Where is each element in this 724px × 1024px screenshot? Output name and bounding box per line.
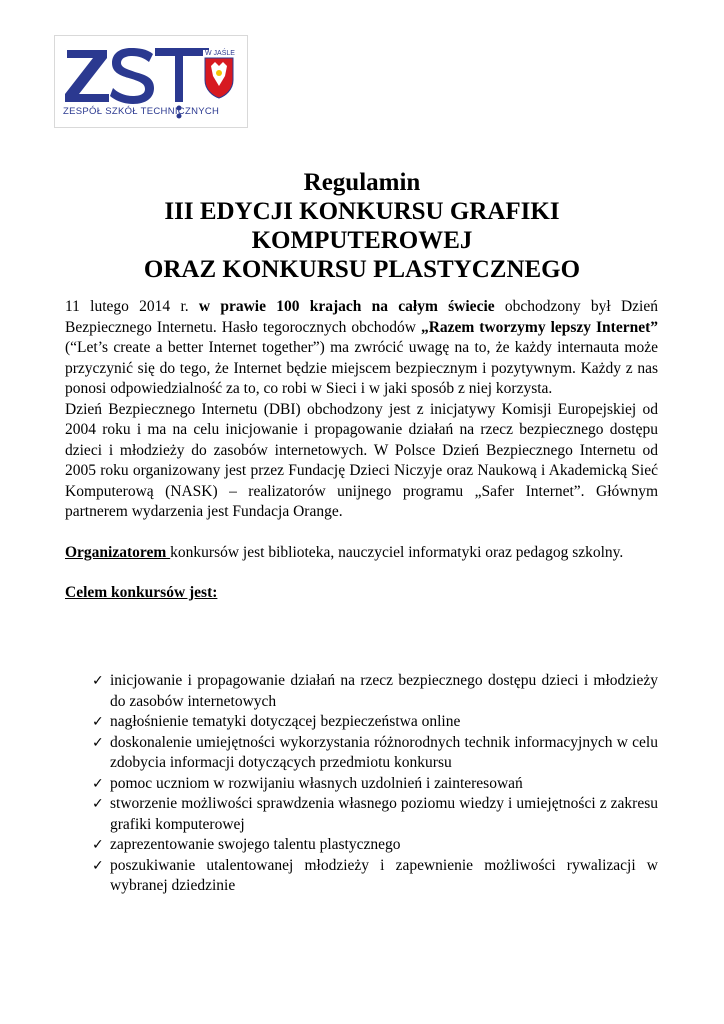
- logo-subtitle-text: ZESPÓŁ SZKÓŁ TECHNICZNYCH: [63, 106, 220, 117]
- list-item: ✓ stworzenie możliwości sprawdzenia własnego poziomu wiedzy i umiejętności z zakresu grafiki komputerowej: [92, 795, 658, 833]
- document-title: [0, 168, 724, 284]
- checkmark-icon: ✓: [92, 714, 104, 730]
- checkmark-icon: ✓: [92, 796, 104, 812]
- title-line-3: KOMPUTEROWEJ: [251, 227, 473, 254]
- list-item: ✓ inicjowanie i propagowanie działań na rzecz bezpiecznego dostępu dzieci i młodzieży do zasobów internetowych: [92, 672, 658, 710]
- list-item: ✓ doskonalenie umiejętności wykorzystania różnorodnych technik informacyjnych w celu zdobycia informacji dotyczących przedmiotu konkursu: [92, 733, 658, 771]
- intro-p1-slogan: „Razem tworzymy lepszy Internet”: [420, 318, 659, 336]
- intro-p1-c: obchodzony był Dzień Bezpiecznego Internetu. Hasło tegorocznych obchodów: [65, 298, 658, 336]
- list-item: ✓ zaprezentowanie swojego talentu plastycznego: [92, 835, 658, 856]
- goals-heading: Celem konkursów jest:: [65, 584, 218, 601]
- organizer-text: konkursów jest biblioteka, nauczyciel informatyki oraz pedagog szkolny.: [170, 543, 624, 561]
- intro-paragraph-1: [65, 297, 658, 400]
- intro-paragraph-2: Dzień Bezpiecznego Internetu (DBI) obchodzony jest z inicjatywy Komisji Europejskiej od 2004 roku i ma na celu inicjowanie i propagowanie działań na rzecz bezpiecznego dostępu dzieci i młodzieży do zasobów internetowych. W Polsce Dzień Bezpiecznego Internetu od 2005 roku organizowany jest przez Fundację Dzieci Niczyje oraz Naukową i Akademicką Sieć Komputerową (NASK) – realizatorów unijnego programu „Safer Internet”. Głównym partnerem wydarzenia jest Fundacja Orange.: [65, 400, 658, 520]
- organizer-paragraph: [65, 543, 658, 564]
- logo-letter-z: [65, 50, 109, 102]
- checkmark-icon: ✓: [92, 857, 104, 874]
- list-item: ✓ poszukiwanie utalentowanej młodzieży i zapewnienie możliwości rywalizacji w wybranej dziedzinie: [92, 856, 658, 894]
- logo-letter-s: [110, 48, 154, 104]
- school-logo: [54, 35, 248, 128]
- list-item: ✓ pomoc uczniom w rozwijaniu własnych uzdolnień i zainteresowań: [92, 774, 658, 795]
- intro-p1-bold: w prawie 100 krajach na całym świecie: [198, 298, 495, 315]
- logo-city-text: W JAŚLE: [205, 50, 235, 57]
- checkmark-icon: ✓: [92, 837, 104, 853]
- checkmark-icon: ✓: [92, 734, 104, 751]
- list-item: ✓ nagłośnienie tematyki dotyczącej bezpieczeństwa online: [92, 712, 658, 733]
- title-line-4: ORAZ KONKURSU PLASTYCZNEGO: [143, 256, 581, 283]
- goals-list: [92, 671, 658, 897]
- title-line-2: III EDYCJI KONKURSU GRAFIKI: [164, 198, 560, 225]
- zst-logo-graphic: [55, 36, 249, 129]
- coat-of-arms-icon: [205, 58, 233, 98]
- checkmark-icon: ✓: [92, 673, 104, 689]
- logo-letter-t: [155, 48, 203, 102]
- intro-p1-a: 11 lutego 2014 r.: [65, 298, 199, 315]
- organizer-label: Organizatorem: [65, 543, 171, 561]
- checkmark-icon: ✓: [92, 775, 104, 792]
- title-line-1: Regulamin: [303, 169, 421, 196]
- intro-p1-e: (“Let’s create a better Internet together”) ma zwrócić uwagę na to, że każdy internauta może przyczynić się do tego, że Internet będzie miejscem bezpiecznym i pozytywnym. Każdy z nas ponosi odpowiedzialność za to, co robi w Sieci i w jaki sposób z niej korzysta.: [65, 339, 658, 397]
- document-body: [65, 297, 658, 604]
